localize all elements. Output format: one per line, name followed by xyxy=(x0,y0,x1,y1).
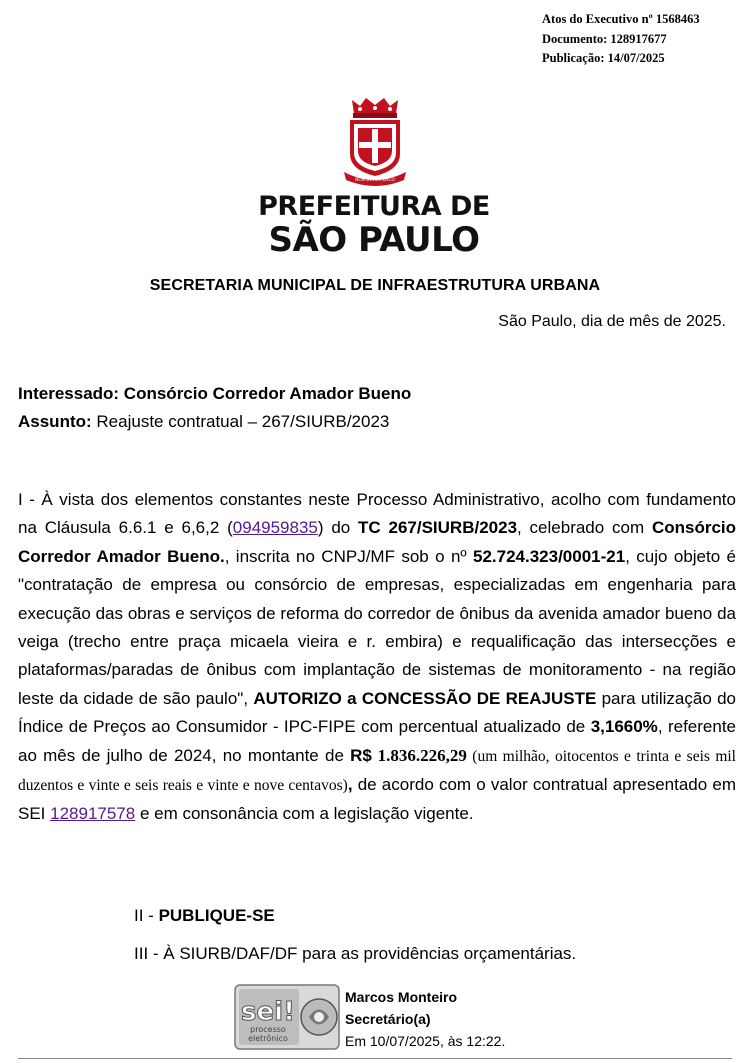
city-coat-of-arms-logo xyxy=(338,96,412,186)
publication-meta xyxy=(542,10,700,69)
prefeitura-brand xyxy=(254,192,494,258)
document-number: Documento: 128917677 xyxy=(542,31,667,46)
secretaria-heading: SECRETARIA MUNICIPAL DE INFRAESTRUTURA URBANA xyxy=(149,277,601,294)
atos-number: Atos do Executivo nº 1568463 xyxy=(542,12,700,26)
assunto-line: Assunto: Reajuste contratual – 267/SIURB/2023 xyxy=(18,412,390,431)
svg-text:processo: processo xyxy=(250,1025,286,1034)
svg-text:sei!: sei! xyxy=(241,997,295,1027)
contractor-name: Consórcio Corredor Amador Bueno. xyxy=(18,518,736,566)
percent-value: 3,1660% xyxy=(590,717,658,737)
svg-text:NON DVCOR DVCO: NON DVCOR DVCO xyxy=(355,177,395,182)
authorization-statement: AUTORIZO a CONCESSÃO DE REAJUSTE xyxy=(253,688,597,708)
signer-role: Secretário(a) xyxy=(345,1011,431,1027)
contract-number: TC 267/SIURB/2023 xyxy=(358,518,518,538)
signature-date: Em 10/07/2025, às 12:22. xyxy=(345,1033,506,1049)
sei-link-128917578[interactable]: 128917578 xyxy=(50,804,136,824)
signature-block xyxy=(345,986,505,1052)
sei-link-094959835[interactable]: 094959835 xyxy=(232,518,318,538)
signer-name: Marcos Monteiro xyxy=(345,989,458,1005)
item-ii: II - PUBLIQUE-SE xyxy=(134,906,275,925)
cnpj-number: 52.724.323/0001-21 xyxy=(473,546,626,566)
interessado-line: Interessado: Consórcio Corredor Amador Bueno xyxy=(18,384,412,403)
svg-text:eletrônico: eletrônico xyxy=(248,1034,288,1043)
amount-in-words: (um milhão, oitocentos e trinta e seis mil duzentos e vinte e seis reais e vinte e nove centavos) xyxy=(18,747,736,795)
brand-line-1: PREFEITURA DE xyxy=(258,191,490,222)
document-header xyxy=(18,380,411,436)
amount-value: 1.836.226,29 xyxy=(371,745,467,765)
publication-date: Publicação: 14/07/2025 xyxy=(542,51,665,65)
brand-line-2: SÃO PAULO xyxy=(268,220,480,260)
item-iii: III - À SIURB/DAF/DF para as providências orçamentárias. xyxy=(134,944,577,963)
dispatch-paragraph: I - À vista dos elementos constantes neste Processo Administrativo, acolho com fundamento na Cláusula 6.6.1 e 6,6,2 (094959835) do TC 267/SIURB/2023, celebrado com Consórcio Corredor Amador Bueno., inscrita no CNPJ/MF sob o nº 52.724.323/0001-21, cujo objeto é "contratação de empresa ou consórcio de empresas, especializadas em engenharia para execução das obras e serviços de reforma do corredor de ônibus da avenida amador bueno da veiga (trecho entre praça micaela vieira e r. embira) e requalificação das intersecções e plataformas/paradas de ônibus com implantação de sistemas de monitoramento - na região leste da cidade de são paulo", AUTORIZO a CONCESSÃO DE REAJUSTE para utilização do Índice de Preços ao Consumidor - IPC-FIPE com percentual atualizado de 3,1660%, referente ao mês de julho de 2024, no montante de R$ 1.836.226,29 (um milhão, oitocentos e trinta e seis mil duzentos e vinte e seis reais e vinte e nove centavos), de acordo com o valor contratual apresentado em SEI 128917578 e em consonância com a legislação vigente. xyxy=(18,490,737,824)
footer-divider xyxy=(18,1058,732,1059)
sei-electronic-signature-logo xyxy=(234,984,340,1050)
document-date-line: São Paulo, dia de mês de 2025. xyxy=(498,313,726,330)
